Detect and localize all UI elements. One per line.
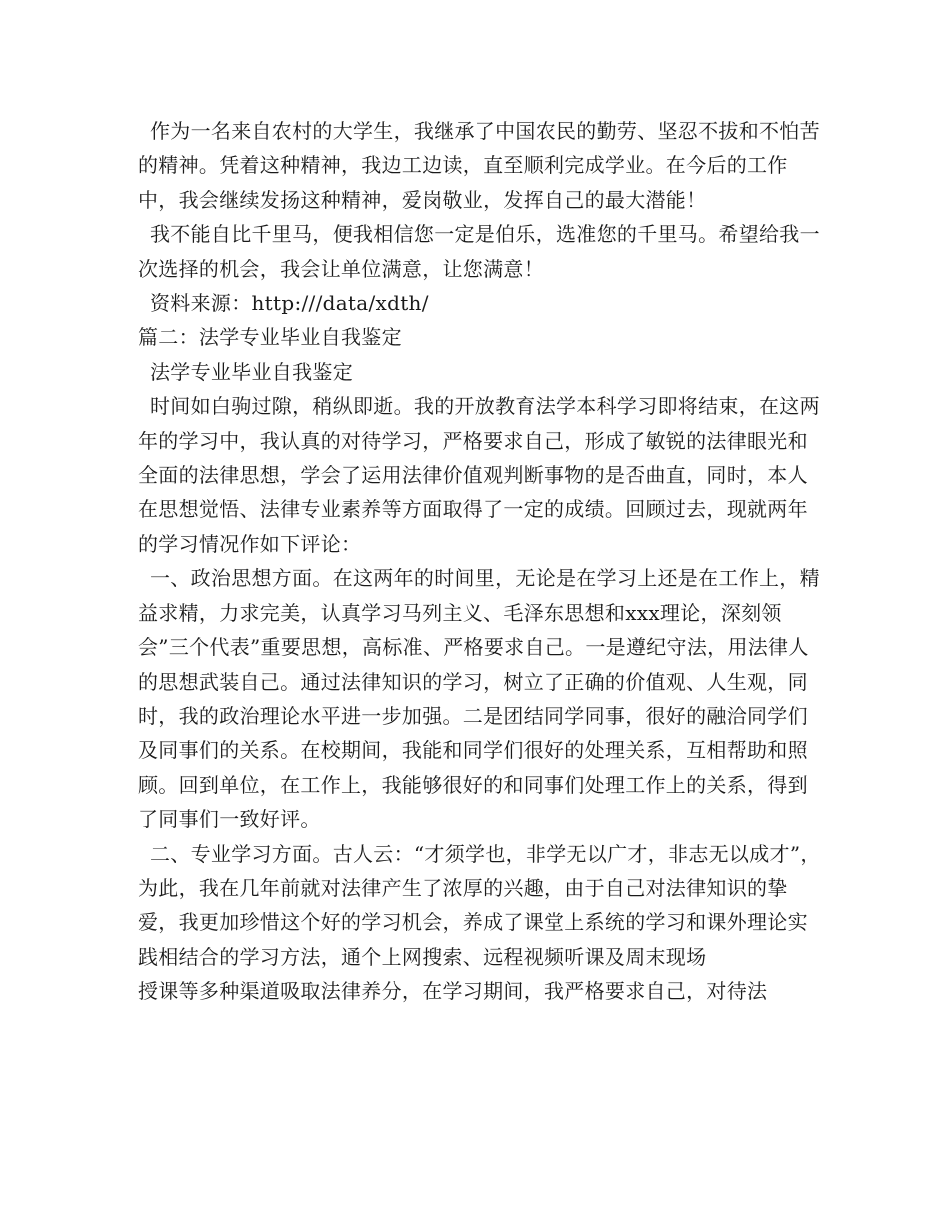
paragraph-closing-statement: 作为一名来自农村的大学生，我继承了中国农民的勤劳、坚忍不拔和不怕苦的精神。凭着这种精神，我边工边读，直至顺利完成学业。在今后的工作中，我会继续发扬这种精神，爱岗敬业，发挥自己的最大潜能！ <box>138 119 820 212</box>
section-heading: 篇二：法学专业毕业自我鉴定 <box>138 325 402 350</box>
paragraph-intro: 时间如白驹过隙，稍纵即逝。我的开放教育法学本科学习即将结束，在这两年的学习中，我认真的对待学习，严格要求自己，形成了敏锐的法律眼光和全面的法律思想，学会了运用法律价值观判断事物的是否曲直，同时，本人在思想觉悟、法律专业素养等方面取得了一定的成绩。回顾过去，现就两年的学习情况作如下评论： <box>138 394 820 556</box>
paragraph-professional-study: 二、专业学习方面。古人云：“才须学也，非学无以广才，非志无以成才”，为此，我在几年前就对法律产生了浓厚的兴趣，由于自己对法律知识的挚爱，我更加珍惜这个好的学习机会，养成了课堂上系统的学习和课外理论实践相结合的学习方法，通个上网搜索、远程视频听课及周末现场 <box>138 841 821 969</box>
paragraph-political-thought: 一、政治思想方面。在这两年的时间里，无论是在学习上还是在工作上，精益求精，力求完美，认真学习马列主义、毛泽东思想和xxx理论，深刻领会”三个代表”重要思想，高标准、严格要求自己。一是遵纪守法，用法律人的思想武装自己。通过法律知识的学习，树立了正确的价值观、人生观，同时，我的政治理论水平进一步加强。二是团结同学同事，很好的融洽同学们及同事们的关系。在校期间，我能和同学们很好的处理关系，互相帮助和照顾。回到单位，在工作上，我能够很好的和同事们处理工作上的关系，得到了同事们一致好评。 <box>138 566 820 832</box>
paragraph-continuation: 授课等多种渠道吸取法律养分，在学习期间，我严格要求自己，对待法 <box>138 979 768 1004</box>
section-title: 法学专业毕业自我鉴定 <box>150 359 353 384</box>
paragraph-closing-wish: 我不能自比千里马，便我相信您一定是伯乐，选准您的千里马。希望给我一次选择的机会，我会让单位满意，让您满意！ <box>138 222 820 281</box>
source-line: 资料来源：http:///data/xdth/ <box>150 291 429 316</box>
document-body <box>138 114 828 1009</box>
